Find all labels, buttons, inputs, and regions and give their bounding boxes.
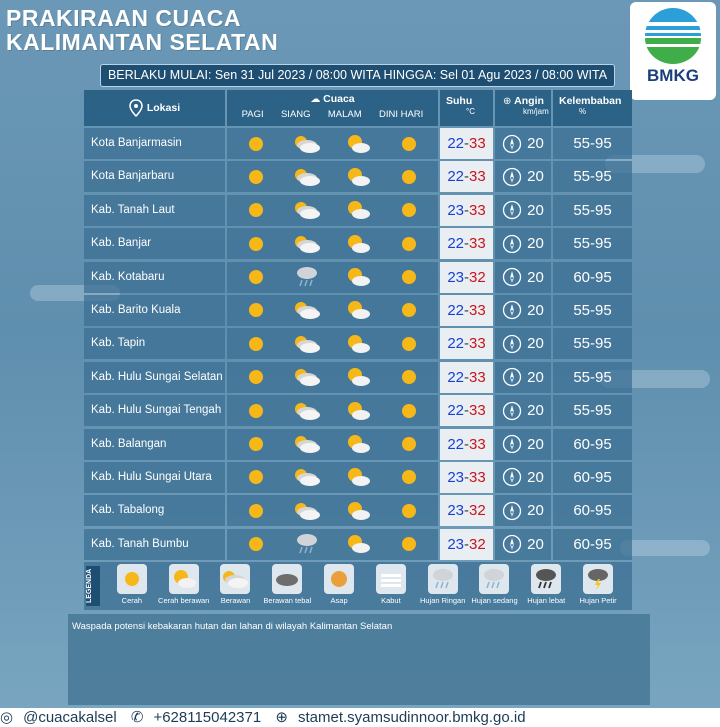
humidity-cell: 55-95 bbox=[553, 228, 632, 259]
temp-max: 33 bbox=[469, 135, 486, 152]
wind-cell bbox=[495, 495, 551, 526]
temp-dash: - bbox=[464, 235, 469, 253]
legend-item-label: Hujan lebat bbox=[527, 596, 566, 605]
temp-min: 22 bbox=[447, 368, 464, 386]
location-name: Kab. Hulu Sungai Selatan bbox=[84, 362, 225, 393]
weather-sun-icon bbox=[241, 233, 271, 255]
weather-sun-icon bbox=[241, 500, 271, 522]
compass-icon bbox=[502, 300, 522, 320]
wind-speed: 20 bbox=[527, 502, 544, 520]
wind-header-icon: ⊕ bbox=[503, 96, 512, 107]
table-row bbox=[84, 362, 632, 393]
humidity-cell: 60-95 bbox=[553, 495, 632, 526]
location-name: Kab. Banjar bbox=[84, 228, 225, 259]
wind-cell bbox=[495, 161, 551, 192]
weather-sun-icon bbox=[241, 166, 271, 188]
location-name: Kab. Barito Kuala bbox=[84, 295, 225, 326]
temperature-cell bbox=[440, 195, 493, 226]
location-name: Kab. Hulu Sungai Utara bbox=[84, 462, 225, 493]
temp-dash: - bbox=[464, 402, 469, 420]
compass-icon bbox=[502, 167, 522, 187]
location-name: Kab. Tapin bbox=[84, 328, 225, 359]
table-body bbox=[84, 128, 632, 560]
temperature-cell bbox=[440, 495, 493, 526]
legend-label: LEGENDA bbox=[86, 566, 100, 606]
legend-rain-icon bbox=[428, 564, 458, 594]
weather-partly-icon bbox=[343, 199, 373, 221]
compass-icon bbox=[502, 267, 522, 287]
weather-cells bbox=[227, 495, 438, 526]
temperature-cell bbox=[440, 328, 493, 359]
compass-icon bbox=[502, 501, 522, 521]
temp-dash: - bbox=[464, 368, 469, 386]
wind-speed: 20 bbox=[527, 201, 544, 219]
weather-partly-icon bbox=[343, 533, 373, 555]
title-line-2: KALIMANTAN SELATAN bbox=[6, 29, 279, 55]
wind-speed: 20 bbox=[527, 535, 544, 553]
weather-cells bbox=[227, 262, 438, 293]
legend-item bbox=[106, 564, 158, 605]
column-angin-unit: km/jam bbox=[523, 107, 549, 116]
column-pagi: PAGI bbox=[241, 109, 264, 120]
location-name: Kota Banjarbaru bbox=[84, 161, 225, 192]
legend-item-label: Hujan Petir bbox=[579, 596, 617, 605]
wind-cell bbox=[495, 328, 551, 359]
compass-icon bbox=[502, 401, 522, 421]
weather-cloudy-icon bbox=[292, 133, 322, 155]
column-kelembaban-label: Kelembaban bbox=[559, 95, 622, 107]
temp-max: 32 bbox=[469, 502, 486, 520]
location-pin-icon bbox=[129, 99, 143, 117]
compass-icon bbox=[502, 434, 522, 454]
weather-partly-icon bbox=[343, 133, 373, 155]
table-row bbox=[84, 262, 632, 293]
weather-cells bbox=[227, 462, 438, 493]
page-title bbox=[6, 6, 278, 54]
weather-cells bbox=[227, 395, 438, 426]
column-siang: SIANG bbox=[280, 109, 311, 120]
column-suhu-unit: °C bbox=[466, 107, 475, 116]
weather-sun-icon bbox=[241, 133, 271, 155]
temp-min: 22 bbox=[447, 435, 464, 453]
weather-sun-icon bbox=[394, 333, 424, 355]
temperature-cell bbox=[440, 262, 493, 293]
footer-instagram[interactable]: @cuacakalsel bbox=[23, 709, 117, 726]
temp-dash: - bbox=[464, 135, 469, 152]
temp-min: 22 bbox=[447, 135, 464, 152]
humidity-cell: 55-95 bbox=[553, 128, 632, 159]
wind-cell bbox=[495, 195, 551, 226]
weather-sun-icon bbox=[394, 299, 424, 321]
temp-max: 33 bbox=[469, 435, 486, 453]
weather-partly-icon bbox=[343, 400, 373, 422]
temp-dash: - bbox=[464, 335, 469, 353]
weather-cloudy-icon bbox=[292, 233, 322, 255]
humidity-cell: 60-95 bbox=[553, 529, 632, 560]
weather-sun-icon bbox=[394, 466, 424, 488]
temp-dash: - bbox=[464, 502, 469, 520]
legend-rain-icon bbox=[479, 564, 509, 594]
weather-cells bbox=[227, 228, 438, 259]
title-line-1: PRAKIRAAN CUACA bbox=[6, 5, 241, 31]
column-malam: MALAM bbox=[327, 109, 362, 120]
weather-sun-icon bbox=[241, 333, 271, 355]
weather-sun-icon bbox=[241, 466, 271, 488]
humidity-cell: 55-95 bbox=[553, 362, 632, 393]
wind-speed: 20 bbox=[527, 235, 544, 253]
temp-dash: - bbox=[464, 435, 469, 453]
legend-item-label: Asap bbox=[330, 596, 348, 605]
weather-cells bbox=[227, 529, 438, 560]
weather-rain-icon bbox=[292, 266, 322, 288]
legend-item-label: Cerah berawan bbox=[158, 596, 210, 605]
legend-item-label: Cerah bbox=[121, 596, 143, 605]
table-row bbox=[84, 128, 632, 159]
weather-sun-icon bbox=[241, 533, 271, 555]
legend-item-label: Hujan sedang bbox=[471, 596, 518, 605]
temp-max: 33 bbox=[469, 402, 486, 420]
humidity-cell: 55-95 bbox=[553, 161, 632, 192]
legend-sun-icon bbox=[117, 564, 147, 594]
weather-sun-icon bbox=[394, 199, 424, 221]
weather-cloudy-icon bbox=[292, 166, 322, 188]
compass-icon bbox=[502, 534, 522, 554]
weather-partly-icon bbox=[343, 333, 373, 355]
weather-partly-icon bbox=[343, 433, 373, 455]
forecast-table bbox=[84, 90, 632, 562]
weather-partly-icon bbox=[343, 500, 373, 522]
weather-cells bbox=[227, 161, 438, 192]
legend-item bbox=[313, 564, 365, 605]
temperature-cell bbox=[440, 362, 493, 393]
location-name: Kab. Tabalong bbox=[84, 495, 225, 526]
weather-cloudy-icon bbox=[292, 333, 322, 355]
weather-sun-icon bbox=[241, 400, 271, 422]
globe-icon: ⊕ bbox=[275, 709, 288, 726]
column-lokasi bbox=[84, 90, 225, 126]
legend-item bbox=[572, 564, 624, 605]
weather-cloudy-icon bbox=[292, 466, 322, 488]
temp-min: 22 bbox=[447, 402, 464, 420]
temp-dash: - bbox=[464, 201, 469, 219]
temp-min: 23 bbox=[447, 502, 464, 520]
humidity-cell: 55-95 bbox=[553, 328, 632, 359]
wind-speed: 20 bbox=[527, 335, 544, 353]
wind-speed: 20 bbox=[527, 301, 544, 319]
weather-partly-icon bbox=[343, 299, 373, 321]
temperature-cell bbox=[440, 429, 493, 460]
weather-sun-icon bbox=[394, 400, 424, 422]
weather-sun-icon bbox=[394, 433, 424, 455]
temp-max: 33 bbox=[469, 168, 486, 186]
location-name: Kota Banjarmasin bbox=[84, 128, 225, 159]
wind-speed: 20 bbox=[527, 268, 544, 286]
weather-partly-icon bbox=[343, 166, 373, 188]
weather-cells bbox=[227, 429, 438, 460]
legend-item bbox=[469, 564, 521, 605]
legend-haze-icon bbox=[324, 564, 354, 594]
table-row bbox=[84, 429, 632, 460]
weather-cells bbox=[227, 328, 438, 359]
footer-website[interactable]: stamet.syamsudinnoor.bmkg.go.id bbox=[297, 709, 526, 726]
legend-partly-icon bbox=[169, 564, 199, 594]
table-row bbox=[84, 529, 632, 560]
weather-partly-icon bbox=[343, 366, 373, 388]
column-suhu-label: Suhu bbox=[446, 95, 473, 107]
legend-heavy-rain-icon bbox=[531, 564, 561, 594]
temp-dash: - bbox=[464, 268, 469, 286]
table-row bbox=[84, 395, 632, 426]
legend-item bbox=[365, 564, 417, 605]
column-dini-hari: DINI HARI bbox=[378, 109, 424, 120]
location-name: Kab. Tanah Bumbu bbox=[84, 529, 225, 560]
legend-overcast-icon bbox=[272, 564, 302, 594]
temp-dash: - bbox=[464, 168, 469, 186]
weather-cloudy-icon bbox=[292, 299, 322, 321]
legend-item bbox=[158, 564, 210, 605]
weather-cells bbox=[227, 362, 438, 393]
temp-min: 23 bbox=[447, 535, 464, 553]
table-row bbox=[84, 195, 632, 226]
location-name: Kab. Kotabaru bbox=[84, 262, 225, 293]
weather-cells bbox=[227, 195, 438, 226]
wind-cell bbox=[495, 462, 551, 493]
temp-max: 33 bbox=[469, 368, 486, 386]
table-row bbox=[84, 462, 632, 493]
temperature-cell bbox=[440, 161, 493, 192]
weather-sun-icon bbox=[241, 299, 271, 321]
temp-max: 33 bbox=[469, 235, 486, 253]
temp-max: 33 bbox=[469, 201, 486, 219]
wind-speed: 20 bbox=[527, 135, 544, 152]
legend-cloudy-icon bbox=[220, 564, 250, 594]
wind-speed: 20 bbox=[527, 368, 544, 386]
temp-min: 22 bbox=[447, 301, 464, 319]
wind-cell bbox=[495, 395, 551, 426]
temperature-cell bbox=[440, 462, 493, 493]
weather-sun-icon bbox=[394, 133, 424, 155]
wind-cell bbox=[495, 362, 551, 393]
temperature-cell bbox=[440, 529, 493, 560]
column-cuaca-label: Cuaca bbox=[323, 93, 355, 105]
temp-min: 22 bbox=[447, 335, 464, 353]
compass-icon bbox=[502, 234, 522, 254]
table-row bbox=[84, 295, 632, 326]
column-angin bbox=[495, 90, 551, 126]
wind-cell bbox=[495, 262, 551, 293]
location-name: Kab. Hulu Sungai Tengah bbox=[84, 395, 225, 426]
table-row bbox=[84, 161, 632, 192]
temperature-cell bbox=[440, 295, 493, 326]
legend-item-label: Hujan Ringan bbox=[419, 596, 466, 605]
wind-speed: 20 bbox=[527, 468, 544, 486]
legend-item-label: Berawan bbox=[220, 596, 251, 605]
weather-sun-icon bbox=[394, 366, 424, 388]
weather-cloudy-icon bbox=[292, 400, 322, 422]
legend-item bbox=[261, 564, 313, 605]
wind-cell bbox=[495, 529, 551, 560]
legend bbox=[84, 562, 632, 610]
temp-min: 23 bbox=[447, 268, 464, 286]
bmkg-emblem-icon bbox=[641, 8, 705, 64]
legend-fog-icon bbox=[376, 564, 406, 594]
warning-text: Waspada potensi kebakaran hutan dan lahan di wilayah Kalimantan Selatan bbox=[72, 621, 393, 632]
phone-icon: ✆ bbox=[130, 709, 144, 726]
temp-dash: - bbox=[464, 535, 469, 553]
temp-min: 23 bbox=[447, 201, 464, 219]
legend-item bbox=[210, 564, 262, 605]
weather-sun-icon bbox=[394, 266, 424, 288]
column-kelembaban-unit: % bbox=[579, 107, 587, 116]
column-angin-label: Angin bbox=[514, 95, 544, 107]
weather-cloudy-icon bbox=[292, 433, 322, 455]
wind-speed: 20 bbox=[527, 168, 544, 186]
humidity-cell: 60-95 bbox=[553, 429, 632, 460]
legend-item bbox=[520, 564, 572, 605]
temp-max: 33 bbox=[469, 335, 486, 353]
legend-thunder-icon bbox=[583, 564, 613, 594]
weather-sun-icon bbox=[241, 366, 271, 388]
legend-item-label: Kabut bbox=[381, 596, 401, 605]
wind-cell bbox=[495, 295, 551, 326]
weather-partly-icon bbox=[343, 266, 373, 288]
temperature-cell bbox=[440, 128, 493, 159]
legend-item-label: Berawan tebal bbox=[263, 596, 312, 605]
wind-speed: 20 bbox=[527, 435, 544, 453]
temp-max: 32 bbox=[469, 535, 486, 553]
weather-cloudy-icon bbox=[292, 199, 322, 221]
temp-dash: - bbox=[464, 468, 469, 486]
temp-max: 33 bbox=[469, 301, 486, 319]
wind-speed: 20 bbox=[527, 402, 544, 420]
column-cuaca bbox=[227, 90, 438, 126]
compass-icon bbox=[502, 134, 522, 154]
temp-dash: - bbox=[464, 301, 469, 319]
legend-items bbox=[106, 564, 632, 605]
wind-cell bbox=[495, 228, 551, 259]
footer-phone[interactable]: +628115042371 bbox=[153, 709, 262, 726]
decorative-cloud bbox=[620, 540, 710, 556]
weather-sun-icon bbox=[394, 166, 424, 188]
table-row bbox=[84, 495, 632, 526]
footer bbox=[0, 708, 720, 727]
table-row bbox=[84, 328, 632, 359]
humidity-cell: 55-95 bbox=[553, 395, 632, 426]
weather-sun-icon bbox=[394, 233, 424, 255]
wind-cell bbox=[495, 128, 551, 159]
location-name: Kab. Balangan bbox=[84, 429, 225, 460]
weather-cells bbox=[227, 128, 438, 159]
weather-partly-icon bbox=[343, 466, 373, 488]
bmkg-logo bbox=[630, 2, 716, 100]
weather-partly-icon bbox=[343, 233, 373, 255]
column-suhu bbox=[440, 90, 493, 126]
humidity-cell: 55-95 bbox=[553, 195, 632, 226]
humidity-cell: 60-95 bbox=[553, 462, 632, 493]
temp-min: 22 bbox=[447, 235, 464, 253]
temp-min: 23 bbox=[447, 468, 464, 486]
instagram-icon: ◎ bbox=[0, 709, 14, 726]
table-row bbox=[84, 228, 632, 259]
temperature-cell bbox=[440, 395, 493, 426]
compass-icon bbox=[502, 200, 522, 220]
weather-header-icon: ☁ bbox=[310, 94, 321, 105]
weather-sun-icon bbox=[241, 266, 271, 288]
weather-cloudy-icon bbox=[292, 500, 322, 522]
location-name: Kab. Tanah Laut bbox=[84, 195, 225, 226]
humidity-cell: 60-95 bbox=[553, 262, 632, 293]
temp-max: 33 bbox=[469, 468, 486, 486]
compass-icon bbox=[502, 367, 522, 387]
column-lokasi-label: Lokasi bbox=[146, 102, 181, 114]
compass-icon bbox=[502, 467, 522, 487]
weather-cloudy-icon bbox=[292, 366, 322, 388]
weather-sun-icon bbox=[394, 500, 424, 522]
weather-sun-icon bbox=[394, 533, 424, 555]
weather-cells bbox=[227, 295, 438, 326]
temperature-cell bbox=[440, 228, 493, 259]
temp-min: 22 bbox=[447, 168, 464, 186]
table-header bbox=[84, 90, 632, 126]
weather-sun-icon bbox=[241, 433, 271, 455]
logo-text: BMKG bbox=[647, 66, 699, 85]
wind-cell bbox=[495, 429, 551, 460]
compass-icon bbox=[502, 334, 522, 354]
weather-sun-icon bbox=[241, 199, 271, 221]
validity-banner: BERLAKU MULAI: Sen 31 Jul 2023 / 08:00 WITA HINGGA: Sel 01 Agu 2023 / 08:00 WITA bbox=[100, 64, 615, 87]
column-kelembaban bbox=[553, 90, 632, 126]
temp-max: 32 bbox=[469, 268, 486, 286]
legend-item bbox=[417, 564, 469, 605]
humidity-cell: 55-95 bbox=[553, 295, 632, 326]
weather-rain-icon bbox=[292, 533, 322, 555]
warning-notice bbox=[68, 614, 650, 705]
